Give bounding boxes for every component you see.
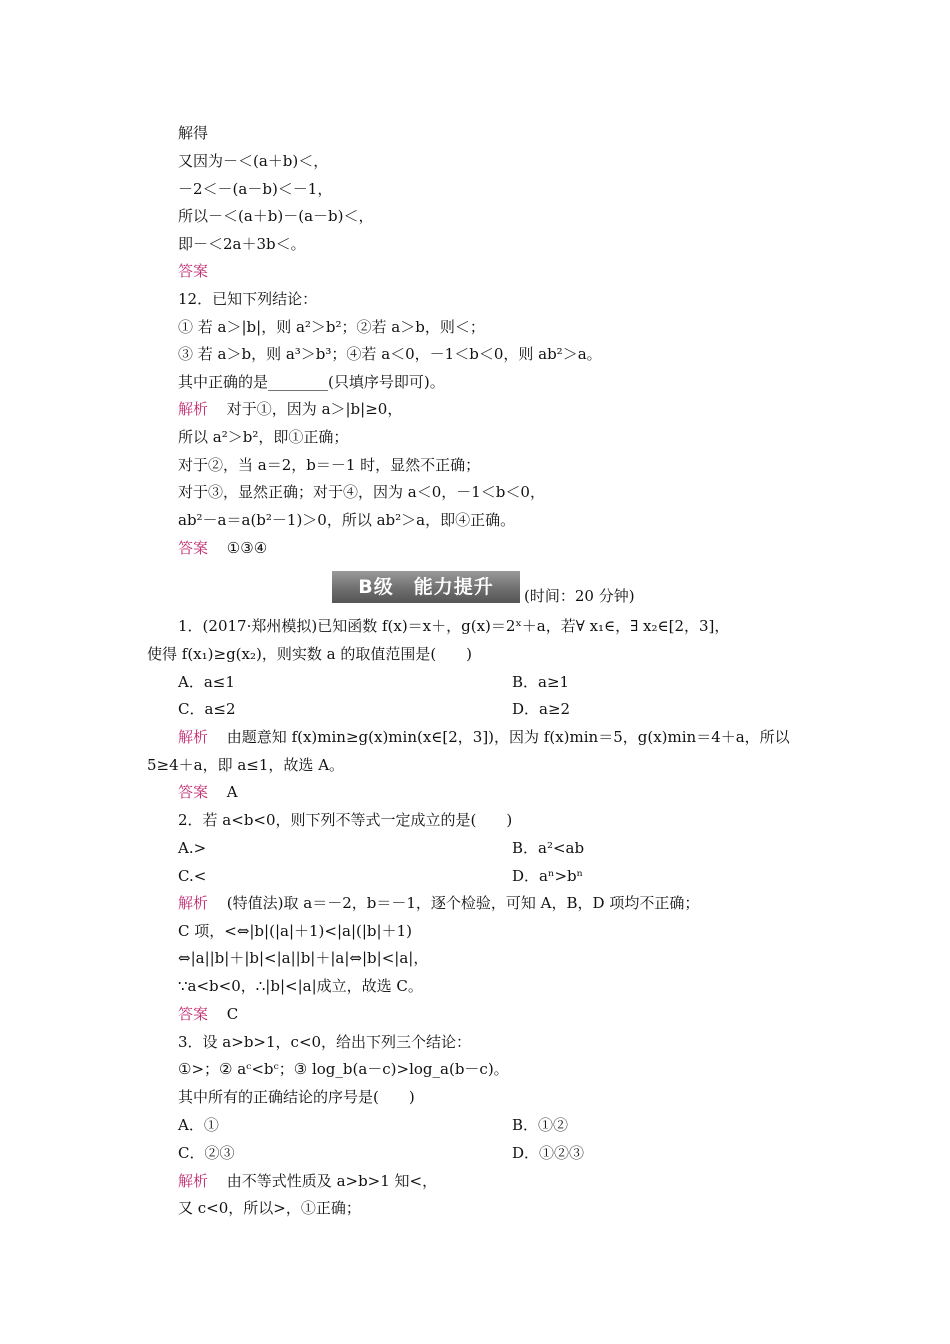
solution-line: 又因为－＜(a＋b)＜， (178, 152, 329, 170)
answer-label: 答案 (178, 783, 209, 801)
option-a: A．① (178, 1116, 219, 1134)
answer-row (178, 1004, 238, 1024)
analysis-row (178, 727, 790, 747)
question-b1-stem: 1．(2017·郑州模拟)已知函数 f(x)＝x＋，g(x)＝2ˣ＋a，若∀ x₁∈，∃ x₂∈[2，3]， (178, 617, 730, 635)
answer-label: 答案 (178, 262, 209, 280)
analysis-text: C 项，<⇔|b|(|a|＋1)<|a|(|b|＋1) (178, 922, 412, 940)
analysis-text: 对于①，因为 a＞|b|≥0， (226, 400, 403, 418)
analysis-text: 5≥4＋a，即 a≤1，故选 A。 (147, 756, 345, 774)
option-c: C．②③ (178, 1144, 235, 1162)
analysis-label: 解析 (178, 1172, 209, 1190)
question-b1-stem: 使得 f(x₁)≥g(x₂)，则实数 a 的取值范围是( ) (147, 645, 473, 663)
analysis-row (178, 1171, 437, 1191)
analysis-label: 解析 (178, 400, 209, 418)
analysis-label: 解析 (178, 894, 209, 912)
analysis-text: (特值法)取 a＝－2，b＝－1，逐个检验，可知 A，B，D 项均不正确； (226, 894, 700, 912)
option-b: B．①② (512, 1116, 569, 1134)
question-12-stem: 12．已知下列结论： (178, 290, 318, 308)
analysis-row (178, 399, 402, 419)
section-b-title: B级 能力提升 (332, 571, 520, 603)
answer-value: ①③④ (226, 539, 268, 557)
solution-line: 即－＜2a＋3b＜。 (178, 235, 306, 253)
option-c: C．a≤2 (178, 700, 236, 718)
option-d: D．①②③ (512, 1144, 585, 1162)
analysis-text: 由不等式性质及 a>b>1 知<， (226, 1172, 438, 1190)
solution-line: 解得 (178, 124, 209, 142)
solution-line: 所以－＜(a＋b)－(a－b)＜， (178, 207, 374, 225)
question-b3-line: 其中所有的正确结论的序号是( ) (178, 1088, 415, 1106)
analysis-row (178, 893, 699, 913)
question-12-line: 其中正确的是________(只填序号即可)。 (178, 373, 445, 391)
answer-row (178, 782, 238, 802)
question-12-line: ③ 若 a＞b，则 a³＞b³；④若 a＜0，－1＜b＜0，则 ab²＞a。 (178, 345, 602, 363)
question-12-line: ① 若 a＞|b|，则 a²＞b²；②若 a＞b，则＜； (178, 318, 485, 336)
option-a: A．a≤1 (178, 673, 235, 691)
answer-value: C (226, 1005, 239, 1023)
option-d: D．aⁿ>bⁿ (512, 867, 584, 885)
analysis-text: ⇔|a||b|＋|b|<|a||b|＋|a|⇔|b|<|a|， (178, 949, 429, 967)
section-b-time-note: (时间：20 分钟) (524, 587, 635, 605)
analysis-text: ∵a<b<0，∴|b|<|a|成立，故选 C。 (178, 977, 423, 995)
answer-value: A (226, 783, 238, 801)
answer-row (178, 538, 267, 558)
analysis-label: 解析 (178, 728, 209, 746)
analysis-text: 又 c<0，所以>，①正确； (178, 1199, 361, 1217)
option-b: B．a²<ab (512, 839, 585, 857)
analysis-text: 对于③，显然正确；对于④，因为 a＜0，－1＜b＜0， (178, 483, 545, 501)
question-b3-line: ①>；② aᶜ<bᶜ；③ log_b(a－c)>log_a(b－c)。 (178, 1060, 509, 1078)
option-c: C.< (178, 867, 207, 885)
option-d: D．a≥2 (512, 700, 571, 718)
analysis-text: 所以 a²＞b²，即①正确； (178, 428, 349, 446)
analysis-text: 由题意知 f(x)min≥g(x)min(x∈[2，3])，因为 f(x)min＝5，g(x)min＝4＋a，所以 (226, 728, 790, 746)
analysis-text: 对于②，当 a＝2，b＝－1 时，显然不正确； (178, 456, 481, 474)
analysis-text: ab²－a＝a(b²－1)＞0，所以 ab²＞a，即④正确。 (178, 511, 516, 529)
option-b: B．a≥1 (512, 673, 570, 691)
question-b2-stem: 2．若 a<b<0，则下列不等式一定成立的是( ) (178, 811, 513, 829)
option-a: A.> (178, 839, 207, 857)
answer-label: 答案 (178, 1005, 209, 1023)
solution-line: －2＜－(a－b)＜－1， (178, 180, 333, 198)
answer-label: 答案 (178, 539, 209, 557)
question-b3-stem: 3．设 a>b>1，c<0，给出下列三个结论： (178, 1033, 472, 1051)
